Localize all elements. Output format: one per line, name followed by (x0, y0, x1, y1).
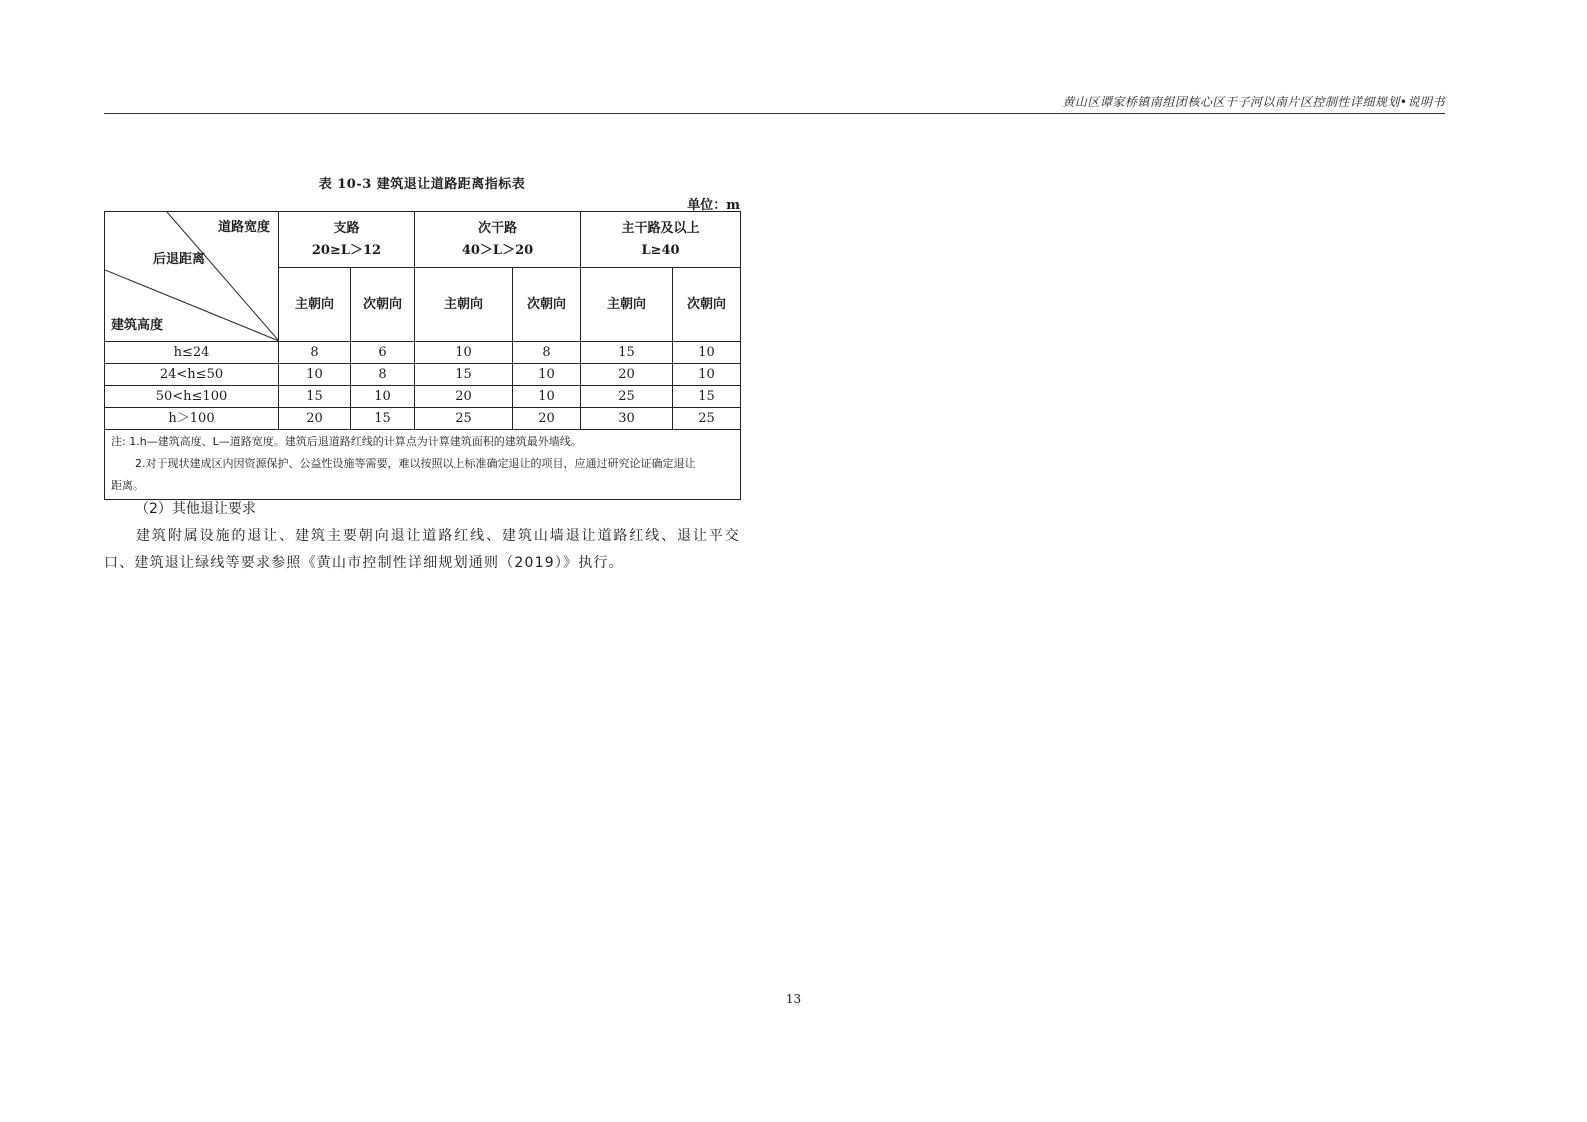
orientation-header: 主朝向 (279, 268, 351, 342)
value-cell: 8 (279, 342, 351, 364)
road-group-name: 次干路 (478, 220, 518, 236)
value-cell: 15 (581, 342, 673, 364)
value-cell: 15 (415, 364, 513, 386)
value-cell: 10 (351, 386, 415, 408)
table-caption: 表 10-3 建筑退让道路距离指标表 (318, 177, 526, 192)
table-notes (105, 430, 741, 500)
section-heading: （2）其他退让要求 (135, 501, 256, 517)
height-cell: h＞100 (105, 408, 279, 430)
road-group-branch (279, 212, 415, 268)
header-divider (104, 113, 1445, 114)
road-width-label: 道路宽度 (217, 220, 270, 235)
orientation-header: 次朝向 (513, 268, 581, 342)
value-cell: 20 (581, 364, 673, 386)
value-cell: 10 (513, 364, 581, 386)
value-cell: 25 (673, 408, 741, 430)
setback-distance-label: 后退距离 (153, 252, 206, 267)
road-group-secondary (415, 212, 581, 268)
orientation-header: 次朝向 (673, 268, 741, 342)
value-cell: 25 (581, 386, 673, 408)
value-cell: 10 (279, 364, 351, 386)
height-cell: h≤24 (105, 342, 279, 364)
road-group-range: L≥40 (641, 242, 680, 258)
road-group-primary (581, 212, 741, 268)
value-cell: 8 (351, 364, 415, 386)
height-cell: 24<h≤50 (105, 364, 279, 386)
orientation-header: 主朝向 (415, 268, 513, 342)
table-note: 注: 1.h—建筑高度、L—道路宽度。建筑后退道路红线的计算点为计算建筑面积的建筑最外墙线。 (111, 435, 582, 448)
table-row (105, 408, 741, 430)
value-cell: 10 (513, 386, 581, 408)
value-cell: 20 (513, 408, 581, 430)
value-cell: 15 (351, 408, 415, 430)
section-paragraph: 建筑附属设施的退让、建筑主要朝向退让道路红线、建筑山墙退让道路红线、退让平交口、建筑退让绿线等要求参照《黄山市控制性详细规划通则（2019）》执行。 (104, 528, 740, 571)
value-cell: 15 (673, 386, 741, 408)
table-note: 距离。 (111, 479, 144, 492)
value-cell: 30 (581, 408, 673, 430)
value-cell: 15 (279, 386, 351, 408)
value-cell: 20 (279, 408, 351, 430)
value-cell: 25 (415, 408, 513, 430)
table-row (105, 342, 741, 364)
building-height-label: 建筑高度 (111, 318, 164, 333)
height-cell: 50<h≤100 (105, 386, 279, 408)
value-cell: 10 (673, 364, 741, 386)
value-cell: 6 (351, 342, 415, 364)
road-group-range: 20≥L＞12 (311, 242, 382, 258)
road-group-range: 40＞L＞20 (461, 242, 534, 258)
page-number: 13 (785, 992, 802, 1006)
road-group-name: 支路 (333, 220, 360, 236)
value-cell: 10 (673, 342, 741, 364)
document-header-title: 黄山区谭家桥镇南组团核心区干子河以南片区控制性详细规划•说明书 (1062, 95, 1445, 109)
value-cell: 8 (513, 342, 581, 364)
value-cell: 10 (415, 342, 513, 364)
orientation-header: 次朝向 (351, 268, 415, 342)
table-note: 2.对于现状建成区内因资源保护、公益性设施等需要，难以按照以上标准确定退让的项目，应通过研究论证确定退让 (135, 457, 696, 470)
table-unit-label: 单位：m (687, 198, 740, 213)
setback-table (104, 211, 741, 500)
value-cell: 20 (415, 386, 513, 408)
diagonal-header-cell (105, 212, 279, 342)
road-group-name: 主干路及以上 (621, 220, 700, 236)
table-row (105, 364, 741, 386)
orientation-header: 主朝向 (581, 268, 673, 342)
table-row (105, 386, 741, 408)
